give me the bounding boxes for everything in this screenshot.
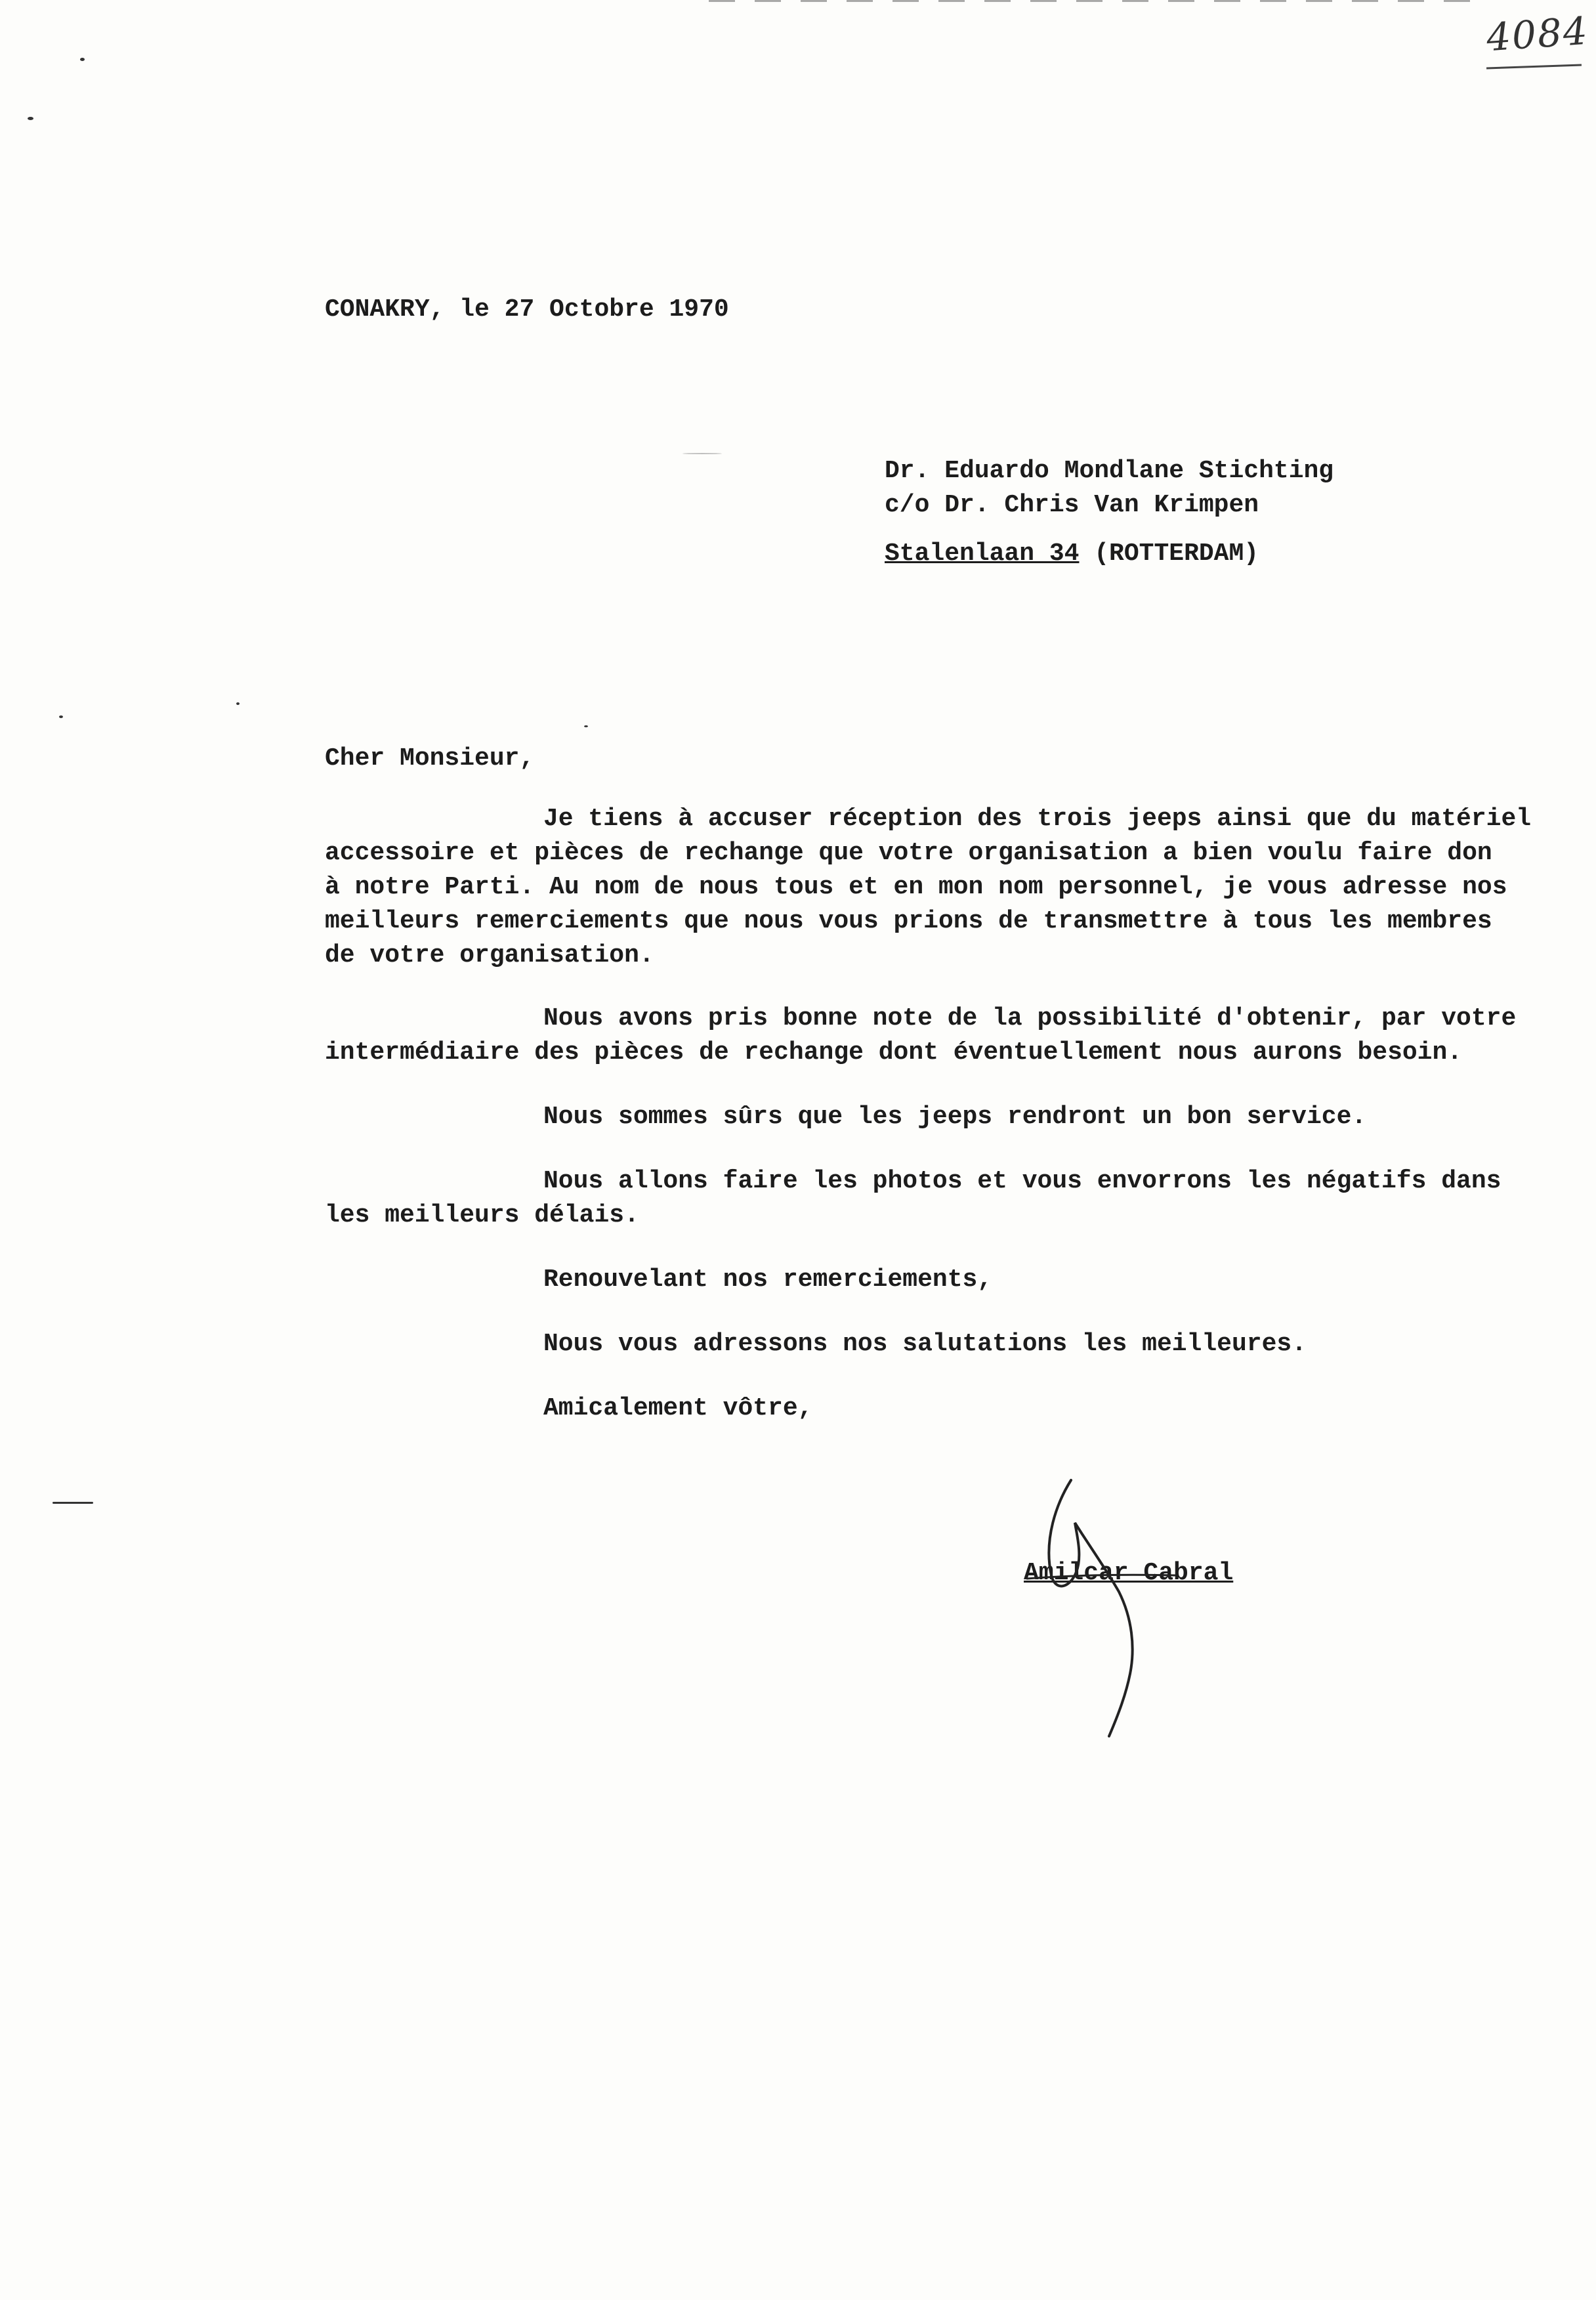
- paragraph-1-line: de votre organisation.: [325, 941, 654, 969]
- paragraph-1-line: meilleurs remerciements que nous vous prions de transmettre à tous les membres: [325, 907, 1492, 935]
- paragraph-2-line: Nous avons pris bonne note de la possibilité d'obtenir, par votre: [543, 1004, 1517, 1033]
- paragraph-4-line: Nous allons faire les photos et vous envorrons les négatifs dans: [543, 1167, 1502, 1195]
- scan-speck: [80, 58, 85, 61]
- salutation: Cher Monsieur,: [325, 744, 535, 773]
- scan-speck: [59, 715, 63, 718]
- paragraph-1-line: accessoire et pièces de rechange que votre organisation a bien voulu faire don: [325, 839, 1492, 867]
- scan-speck: [236, 702, 240, 705]
- date-line: CONAKRY, le 27 Octobre 1970: [325, 295, 729, 324]
- scan-speck: [682, 453, 722, 454]
- recipient-line-2: c/o Dr. Chris Van Krimpen: [885, 491, 1259, 519]
- archive-number: 4084: [1484, 8, 1590, 60]
- paragraph-5-line: Renouvelant nos remerciements,: [543, 1266, 993, 1294]
- recipient-city: (ROTTERDAM): [1079, 540, 1259, 568]
- signatory-name: Amilcar Cabral: [1024, 1559, 1234, 1587]
- recipient-line-3: [885, 537, 1259, 571]
- paragraph-4-line: les meilleurs délais.: [325, 1201, 639, 1229]
- archive-number-underline: [1486, 64, 1582, 69]
- paragraph-3-line: Nous sommes sûrs que les jeeps rendront un bon service.: [543, 1103, 1367, 1131]
- recipient-street: Stalenlaan 34: [885, 540, 1080, 568]
- scan-edge-mark: [709, 0, 1483, 2]
- paragraph-2-line: intermédiaire des pièces de rechange dont éventuellement nous aurons besoin.: [325, 1038, 1463, 1067]
- paragraph-1-line: Je tiens à accuser réception des trois jeeps ainsi que du matériel: [543, 805, 1532, 833]
- recipient-line-1: Dr. Eduardo Mondlane Stichting: [885, 457, 1334, 485]
- scan-speck: [28, 117, 33, 120]
- closing-line: Amicalement vôtre,: [543, 1394, 813, 1422]
- scan-speck: [584, 725, 588, 727]
- scan-speck: [52, 1502, 93, 1504]
- paragraph-1-line: à notre Parti. Au nom de nous tous et en mon nom personnel, je vous adresse nos: [325, 873, 1507, 901]
- paragraph-6-line: Nous vous adressons nos salutations les meilleures.: [543, 1330, 1307, 1358]
- handwritten-signature: [978, 1477, 1253, 1739]
